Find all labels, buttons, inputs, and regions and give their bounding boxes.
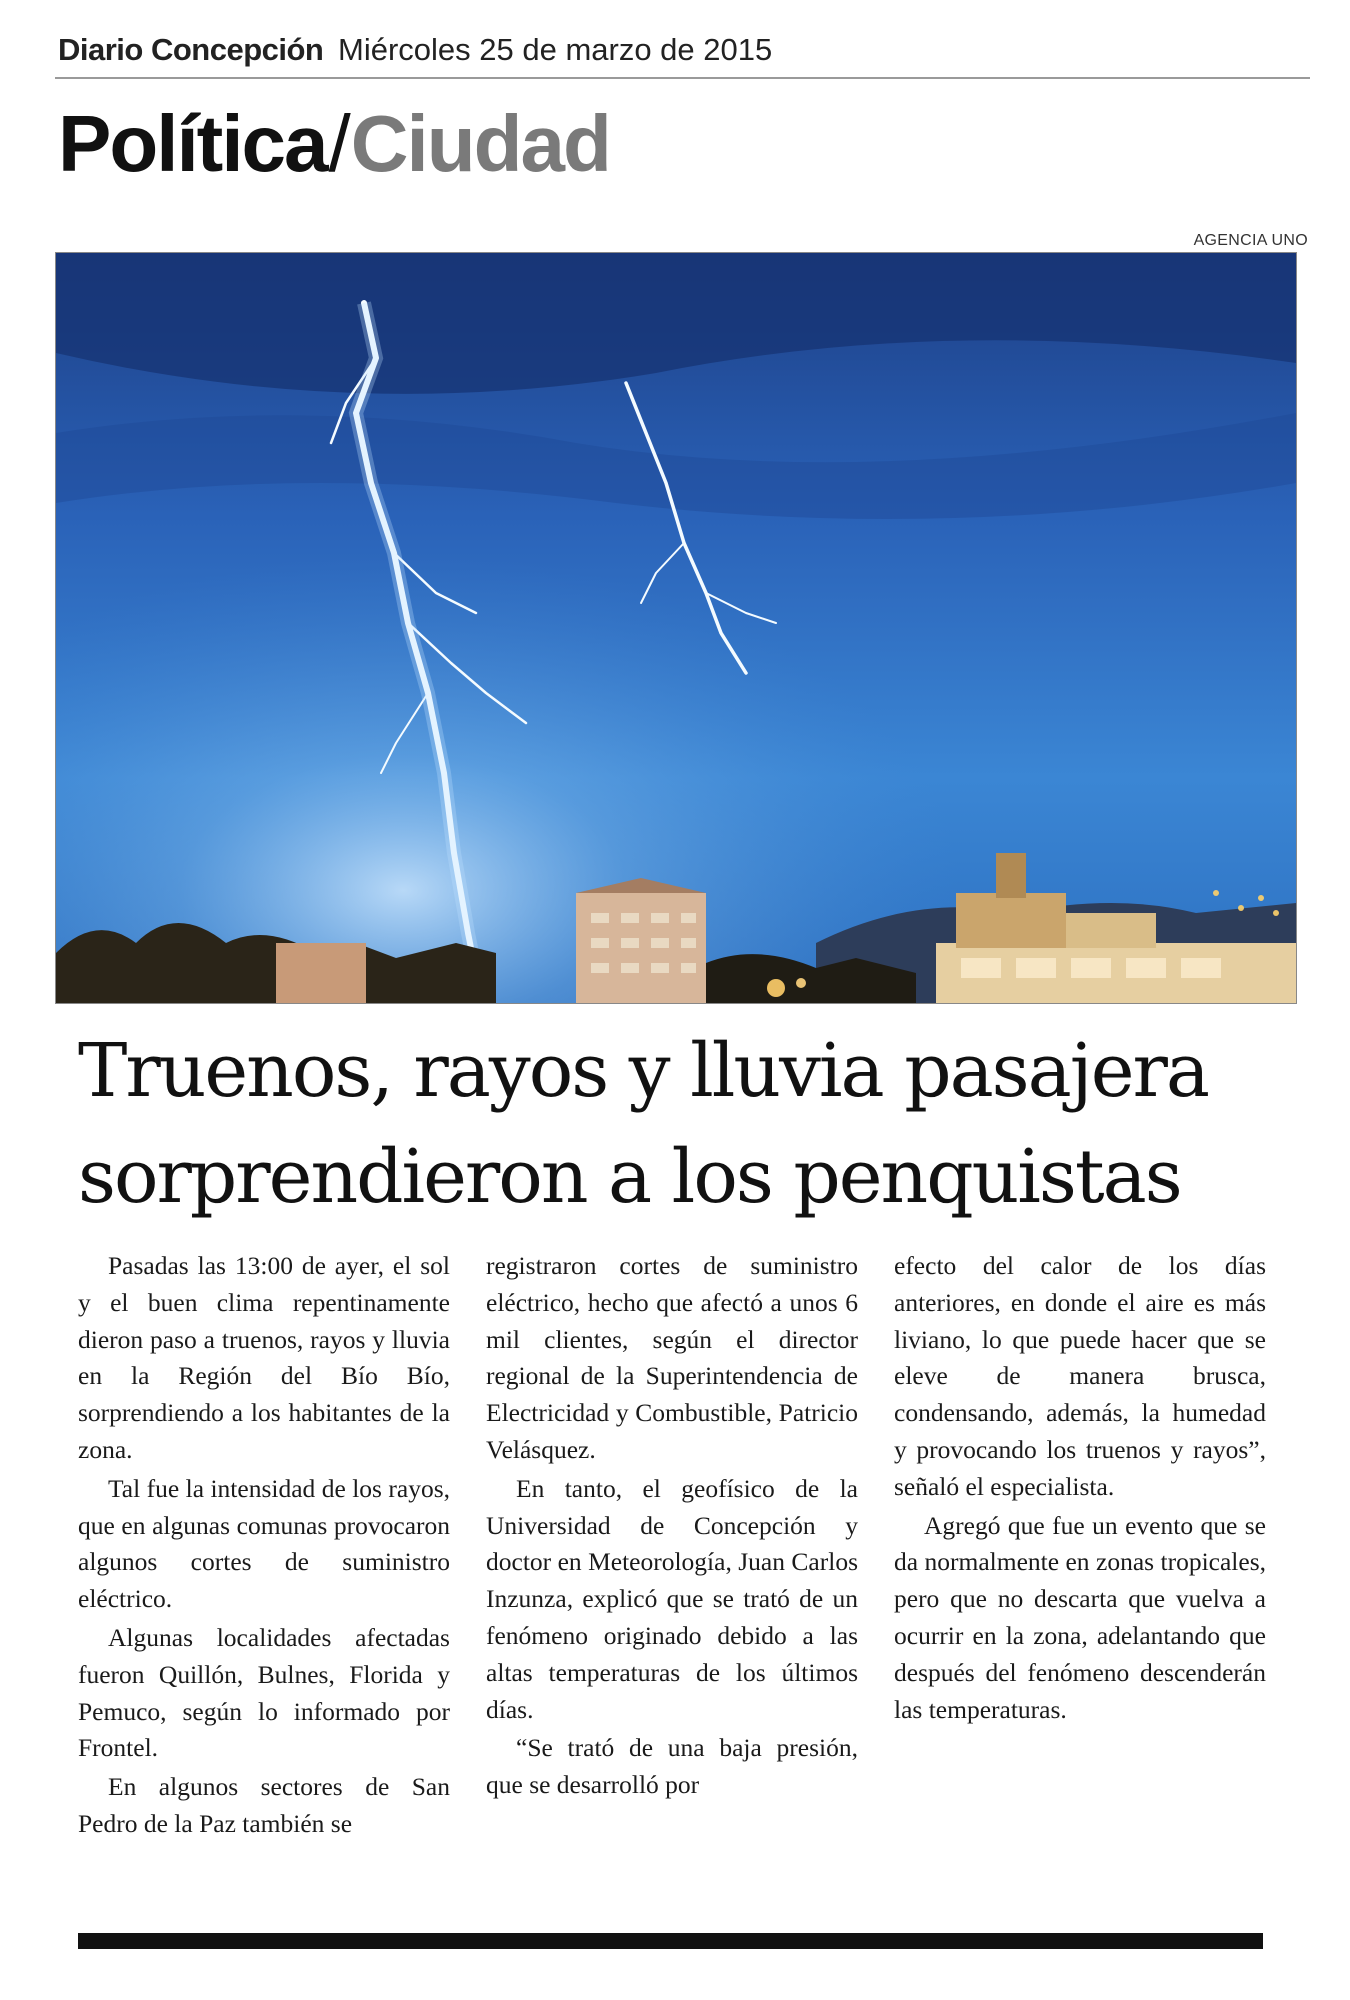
article-headline bbox=[78, 1018, 1288, 1230]
paragraph: registraron cortes de suministro eléctrico, hecho que afectó a unos 6 mil clientes, según el director regional de la Superintendencia de Electricidad y Combustible, Patricio Velásquez. bbox=[486, 1251, 858, 1464]
lightning-photo-image bbox=[56, 253, 1296, 1003]
newspaper-name: Diario Concepción bbox=[58, 32, 324, 67]
issue-date: Miércoles 25 de marzo de 2015 bbox=[338, 32, 773, 67]
section-separator: / bbox=[328, 99, 349, 188]
headline-line-1: Truenos, rayos y lluvia pasajera bbox=[78, 1028, 1209, 1114]
paragraph: Tal fue la intensidad de los rayos, que en algunas comunas provocaron algunos cortes de suministro eléctrico. bbox=[78, 1473, 450, 1614]
headline-line-2: sorprendieron a los penquistas bbox=[78, 1134, 1181, 1220]
paragraph: Algunas localidades afectadas fueron Quillón, Bulnes, Florida y Pemuco, según lo informado por Frontel. bbox=[78, 1622, 450, 1763]
masthead bbox=[58, 30, 1308, 70]
article-body bbox=[78, 1248, 1266, 1845]
article-column-3 bbox=[894, 1248, 1266, 1845]
header-rule bbox=[55, 77, 1310, 79]
photo-credit: AGENCIA UNO bbox=[1193, 232, 1308, 249]
article-column-1 bbox=[78, 1248, 450, 1845]
paragraph: En algunos sectores de San Pedro de la Paz también se bbox=[78, 1772, 450, 1838]
footer-rule bbox=[78, 1933, 1263, 1949]
article-column-2 bbox=[486, 1248, 858, 1845]
section-secondary: Ciudad bbox=[350, 99, 610, 188]
section-title bbox=[58, 98, 610, 190]
paragraph: En tanto, el geofísico de la Universidad de Concepción y doctor en Meteorología, Juan Carlos Inzunza, explicó que se trató de un fenómeno originado debido a las altas temperaturas de los últimos días. bbox=[486, 1473, 858, 1724]
paragraph: Pasadas las 13:00 de ayer, el sol y el buen clima repentinamente dieron paso a truenos, rayos y lluvia en la Región del Bío Bío, sorprendiendo a los habitantes de la zona. bbox=[78, 1251, 450, 1464]
paragraph: “Se trató de una baja presión, que se desarrolló por bbox=[486, 1733, 858, 1800]
paragraph: Agregó que fue un evento que se da normalmente en zonas tropicales, pero que no descarta que vuelva a ocurrir en la zona, adelantando que después del fenómeno descenderán las temperaturas. bbox=[894, 1510, 1266, 1724]
section-primary: Política bbox=[58, 99, 327, 188]
paragraph: efecto del calor de los días anteriores, en donde el aire es más liviano, lo que puede hacer que se eleve de manera brusca, condensando, además, la humedad y provocando los truenos y rayos”, señaló el especialista. bbox=[894, 1251, 1266, 1501]
lightning-photo bbox=[55, 252, 1297, 1004]
